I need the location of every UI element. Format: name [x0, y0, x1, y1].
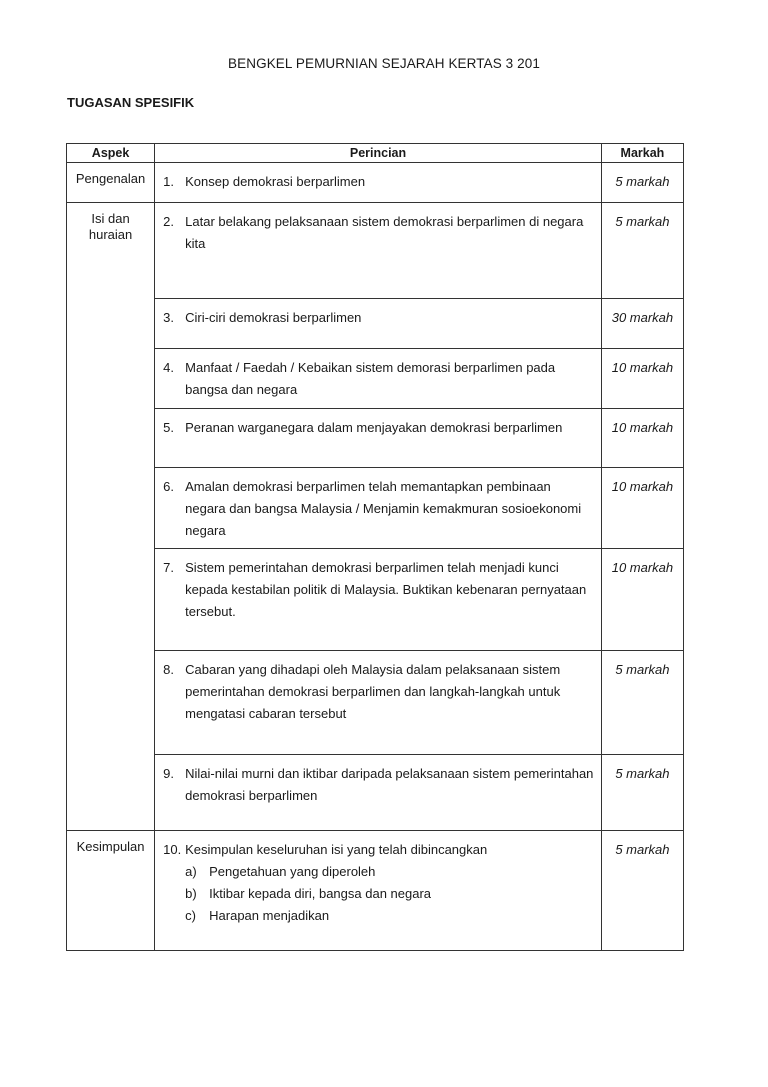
item-number: 2. — [163, 214, 174, 229]
aspect-isi-huraian: Isi dan huraian — [67, 203, 155, 831]
sub-item-text: Harapan menjadikan — [209, 908, 330, 923]
aspect-pengenalan: Pengenalan — [67, 163, 155, 203]
header-perincian: Perincian — [155, 144, 602, 163]
detail-cell — [155, 468, 602, 549]
item-number: 8. — [163, 662, 174, 677]
table-row — [67, 299, 684, 349]
specification-table — [66, 143, 684, 951]
list-item — [185, 861, 601, 883]
item-number: 3. — [163, 310, 174, 325]
detail-cell — [155, 409, 602, 468]
table-header-row — [67, 144, 684, 163]
detail-cell — [155, 299, 602, 349]
sub-item-letter: b) — [185, 886, 197, 901]
list-item — [185, 905, 601, 927]
detail-cell — [155, 549, 602, 651]
item-number: 5. — [163, 420, 174, 435]
item-number: 7. — [163, 560, 174, 575]
item-text: Nilai-nilai murni dan iktibar daripada pelaksanaan sistem pemerintahan demokrasi berparlimen — [185, 766, 594, 803]
markah-value: 5 markah — [601, 755, 683, 831]
table-row — [67, 831, 684, 951]
item-number: 4. — [163, 360, 174, 375]
table-row — [67, 163, 684, 203]
detail-cell — [155, 203, 602, 299]
table-row — [67, 755, 684, 831]
header-markah: Markah — [601, 144, 683, 163]
markah-value: 10 markah — [601, 549, 683, 651]
table-row — [67, 349, 684, 409]
list-item — [185, 883, 601, 905]
section-heading: TUGASAN SPESIFIK — [67, 95, 195, 110]
markah-value: 5 markah — [601, 831, 683, 951]
detail-cell — [155, 163, 602, 203]
item-number: 9. — [163, 766, 174, 781]
markah-value: 10 markah — [601, 349, 683, 409]
markah-value: 5 markah — [601, 163, 683, 203]
markah-value: 10 markah — [601, 468, 683, 549]
sub-item-text: Iktibar kepada diri, bangsa dan negara — [209, 886, 432, 901]
item-text: Peranan warganegara dalam menjayakan demokrasi berparlimen — [185, 420, 563, 435]
markah-value: 30 markah — [601, 299, 683, 349]
item-number: 1. — [163, 174, 174, 189]
header-aspek: Aspek — [67, 144, 155, 163]
detail-cell — [155, 349, 602, 409]
item-text: Manfaat / Faedah / Kebaikan sistem demorasi berparlimen pada bangsa dan negara — [185, 360, 556, 397]
item-text: Sistem pemerintahan demokrasi berparlimen telah menjadi kunci kepada kestabilan politik di Malaysia. Buktikan kebenaran pernyataan tersebut. — [185, 560, 587, 619]
item-text: Kesimpulan keseluruhan isi yang telah dibincangkan — [185, 842, 488, 857]
item-text: Amalan demokrasi berparlimen telah memantapkan pembinaan negara dan bangsa Malaysia / Menjamin kemakmuran sosioekonomi negara — [185, 479, 582, 538]
detail-cell — [155, 651, 602, 755]
detail-cell — [155, 755, 602, 831]
item-text: Ciri-ciri demokrasi berparlimen — [185, 310, 362, 325]
item-text: Latar belakang pelaksanaan sistem demokrasi berparlimen di negara kita — [185, 214, 584, 251]
sub-item-text: Pengetahuan yang diperoleh — [209, 864, 376, 879]
item-text: Konsep demokrasi berparlimen — [185, 174, 366, 189]
sub-item-letter: a) — [185, 864, 197, 879]
table-row — [67, 651, 684, 755]
item-text: Cabaran yang dihadapi oleh Malaysia dalam pelaksanaan sistem pemerintahan demokrasi berparlimen dan langkah-langkah untuk mengatasi cabaran tersebut — [185, 662, 561, 721]
markah-value: 10 markah — [601, 409, 683, 468]
table-row — [67, 549, 684, 651]
table-row — [67, 409, 684, 468]
detail-cell — [155, 831, 602, 951]
table-row — [67, 203, 684, 299]
document-title: BENGKEL PEMURNIAN SEJARAH KERTAS 3 201 — [228, 56, 540, 71]
sub-item-letter: c) — [185, 908, 196, 923]
markah-value: 5 markah — [601, 203, 683, 299]
markah-value: 5 markah — [601, 651, 683, 755]
item-number: 6. — [163, 479, 174, 494]
sub-list — [155, 861, 601, 927]
item-number: 10. — [163, 842, 182, 857]
aspect-kesimpulan: Kesimpulan — [67, 831, 155, 951]
table-row — [67, 468, 684, 549]
